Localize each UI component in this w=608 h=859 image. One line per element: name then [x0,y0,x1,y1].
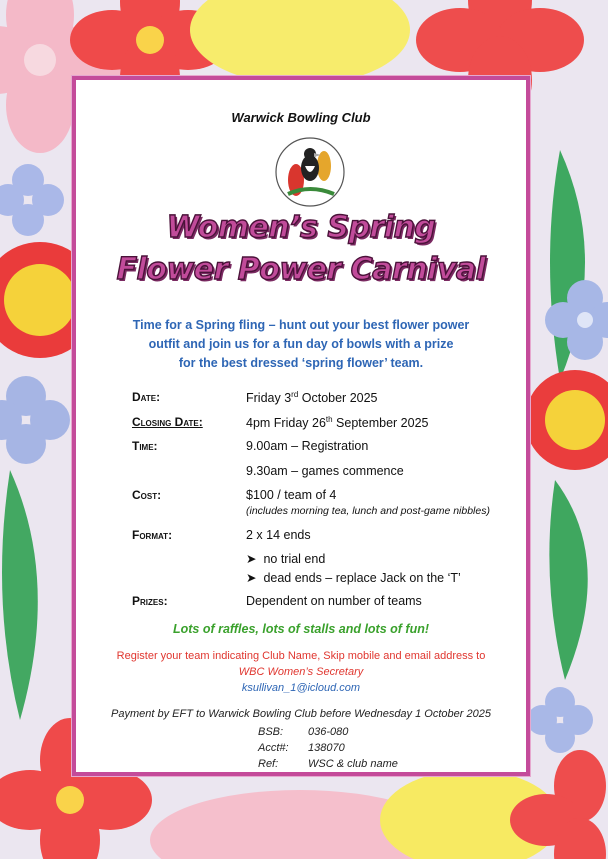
intro-line: for the best dressed ‘spring flower’ team. [178,356,424,370]
intro-line: Time for a Spring fling – hunt out your best flower power [132,318,470,332]
time-label: Time: [132,439,158,453]
event-title-line-2: Flower Power Carnival [116,252,486,287]
flyer-card [72,76,530,776]
bsb-value: 036-080 [308,726,349,738]
payment-instructions: Payment by EFT to Warwick Bowling Club before Wednesday 1 October 2025 [111,708,491,720]
cost-label: Cost: [132,488,162,502]
closing-date-label: Closing Date: [132,415,203,429]
bsb-label: BSB: [258,726,284,738]
event-title-line-1: Women’s Spring [166,210,436,245]
contact-email[interactable]: ksullivan_1@icloud.com [241,682,361,694]
list-item: ➤ dead ends – replace Jack on the ‘T’ [246,571,461,585]
reference-label: Ref: [258,758,279,770]
secretary-title: WBC Women’s Secretary [238,666,364,678]
intro-text [96,316,506,373]
format-label: Format: [132,528,173,542]
fun-tagline: Lots of raffles, lots of stalls and lots of fun! [172,622,430,636]
club-name: Warwick Bowling Club [231,110,371,125]
registration-time: 9.00am – Registration [246,439,369,453]
account-label: Acct#: [258,742,289,754]
prizes-label: Prizes: [132,594,168,608]
prizes-value: Dependent on number of teams [246,594,422,608]
magpie-banksia-logo [274,136,346,208]
closing-date-value: 4pm Friday 26th September 2025 [246,415,429,431]
format-value: 2 x 14 ends [246,528,311,542]
list-item: ➤ no trial end [246,552,326,566]
reference-value: WSC & club name [308,758,398,770]
register-instructions: Register your team indicating Club Name, Skip mobile and email address to [116,650,486,662]
date-label: Date: [132,390,161,404]
date-value: Friday 3rd October 2025 [246,390,378,406]
account-value: 138070 [308,742,345,754]
bsb-row [258,726,348,738]
arrow-bullet-icon: ➤ [246,571,257,585]
cost-note: (includes morning tea, lunch and post-game nibbles) [246,505,490,517]
account-row [258,742,345,754]
reference-row [258,758,398,770]
arrow-bullet-icon: ➤ [246,552,257,566]
intro-line: outfit and join us for a fun day of bowls with a prize [148,337,454,351]
games-start-time: 9.30am – games commence [246,464,404,478]
cost-value: $100 / team of 4 [246,488,337,502]
